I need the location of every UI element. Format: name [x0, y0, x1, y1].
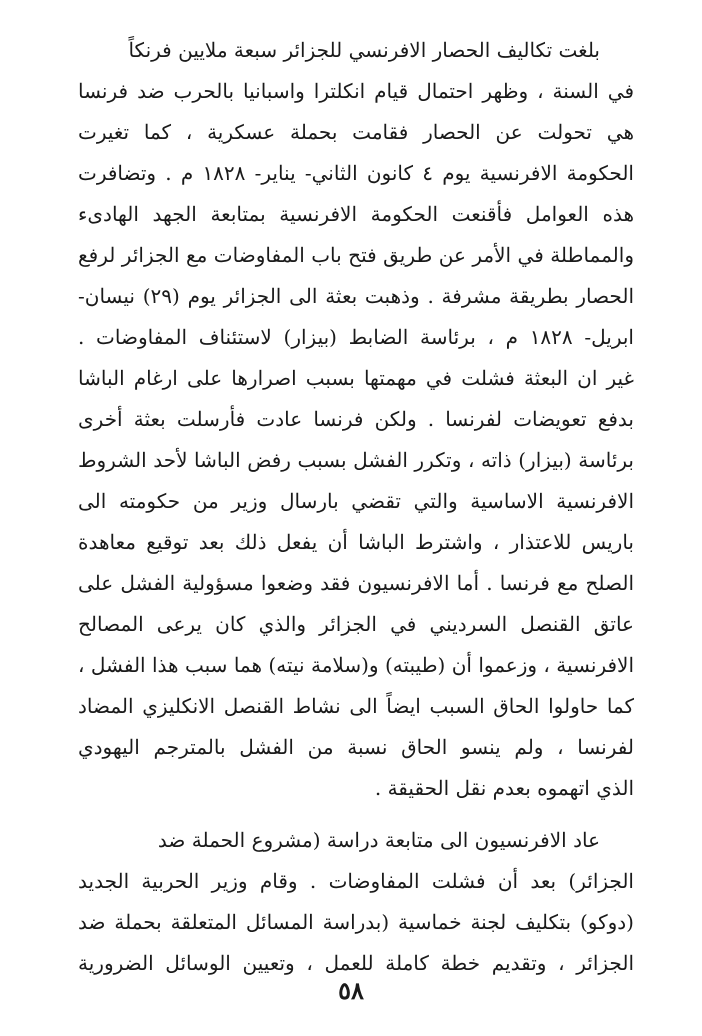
text-line: هي تحولت عن الحصار فقامت بحملة عسكرية ، كما تغيرت	[78, 120, 634, 144]
text-line: الذي اتهموه بعدم نقل الحقيقة .	[374, 776, 634, 800]
text-line: غير ان البعثة فشلت في مهمتها بسبب اصرارها على ارغام الباشا	[78, 366, 634, 390]
text-line: الحصار بطريقة مشرفة . وذهبت بعثة الى الجزائر يوم (٢٩) نيسان-	[78, 284, 634, 308]
text-line: الافرنسية الاساسية والتي تقضي بارسال وزير من حكومته الى	[78, 489, 634, 513]
text-line: الحكومة الافرنسية يوم ٤ كانون الثاني- يناير- ١٨٢٨ م . وتضافرت	[78, 161, 634, 185]
text-line: ابريل- ١٨٢٨ م ، برئاسة الضابط (بيزار) لاستئناف المفاوضات .	[78, 325, 634, 349]
text-line: الافرنسية ، وزعموا أن (طيبته) و(سلامة نيته) هما سبب هذا الفشل ،	[78, 653, 634, 677]
text-line: هذه العوامل فأقنعت الحكومة الافرنسية بمتابعة الجهد الهادىء	[78, 202, 634, 226]
text-line: بدفع تعويضات لفرنسا . ولكن فرنسا عادت فأرسلت بعثة أخرى	[78, 407, 634, 431]
text-line: عاد الافرنسيون الى متابعة دراسة (مشروع الحملة ضد	[157, 828, 600, 852]
text-line: (دوكو) بتكليف لجنة خماسية (بدراسة المسائل المتعلقة بحملة ضد	[78, 910, 634, 934]
text-line: بلغت تكاليف الحصار الافرنسي للجزائر سبعة ملايين فرنكاً	[128, 38, 600, 62]
text-line: كما حاولوا الحاق السبب ايضاً الى نشاط القنصل الانكليزي المضاد	[78, 694, 634, 718]
text-line: الصلح مع فرنسا . أما الافرنسيون فقد وضعوا مسؤولية الفشل على	[78, 571, 634, 595]
paragraph-1	[78, 30, 634, 809]
text-line: الجزائر) بعد أن فشلت المفاوضات . وقام وزير الحربية الجديد	[78, 869, 634, 893]
text-line: باريس للاعتذار ، واشترط الباشا أن يفعل ذلك بعد توقيع معاهدة	[78, 530, 634, 554]
page-number: ٥٨	[338, 976, 364, 1005]
text-line: عاتق القنصل السرديني في الجزائر والذي كان يرعى المصالح	[78, 612, 634, 636]
text-line: الجزائر ، وتقديم خطة كاملة للعمل ، وتعيين الوسائل الضرورية	[78, 951, 634, 975]
text-line: في السنة ، وظهر احتمال قيام انكلترا واسبانيا بالحرب ضد فرنسا	[78, 79, 634, 103]
paragraph-2	[78, 820, 634, 984]
text-line: والمماطلة في الأمر عن طريق فتح باب المفاوضات مع الجزائر لرفع	[78, 243, 634, 267]
text-line: برئاسة (بيزار) ذاته ، وتكرر الفشل بسبب رفض الباشا لأحد الشروط	[78, 448, 634, 472]
text-line: لفرنسا ، ولم ينسو الحاق نسبة من الفشل بالمترجم اليهودي	[78, 735, 634, 759]
